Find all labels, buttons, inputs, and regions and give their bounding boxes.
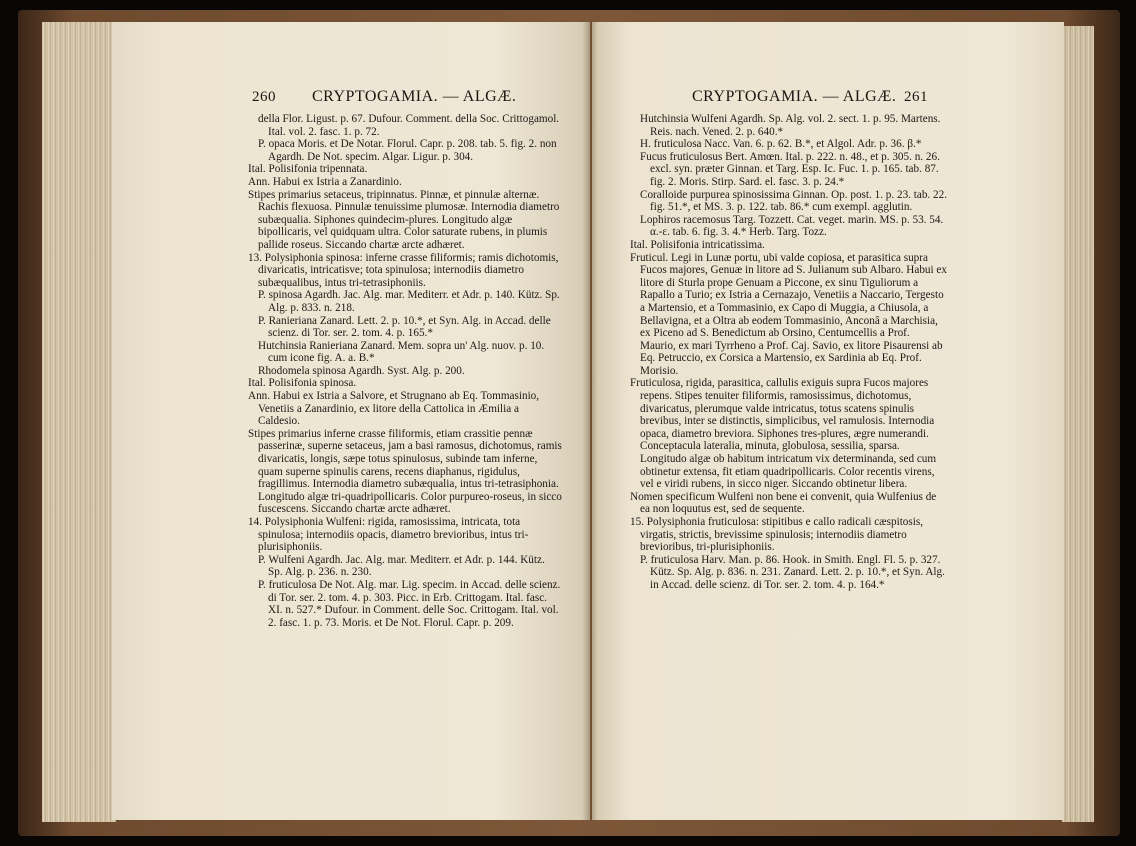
- text-paragraph: P. Ranieriana Zanard. Lett. 2. p. 10.*, et Syn. Alg. in Accad. delle scienz. di Tor. ser. 2. tom. 4. p. 165.*: [258, 314, 551, 340]
- text-paragraph: P. opaca Moris. et De Notar. Florul. Capr. p. 208. tab. 5. fig. 2. non Agardh. De Not. specim. Algar. Ligur. p. 304.: [258, 138, 557, 163]
- text-paragraph: Ital. Polisifonia spinosa.: [248, 377, 357, 390]
- text-paragraph: Fruticulosa, rigida, parasitica, callulis exiguis supra Fucos majores repens. Stipes tenuiter filiformis, ramosissimus, dichotomus, divaricatus, plerumque valde intricatus, totus scatens spinulis brevibus, inter se distinctis, simplicibus, vel ramulosis. Internodia opaca, diametro breviora. Siphones tres-plures, ægre numerandi. Conceptacula lateralia, minuta, globulosa, sessilia, sparsa. Longitudo algæ ob habitum intricatum vix determinanda, sed cum obtinetur extensa, fit etiam quadripollicaris. Color recentis virens, vel e viridi rubens, in sicco niger. Siccando obtinetur libera.: [630, 377, 937, 491]
- text-paragraph: P. fruticulosa Harv. Man. p. 86. Hook. in Smith. Engl. Fl. 5. p. 327. Kütz. Sp. Alg. p. 836. n. 231. Zanard. Lett. 2. p. 10.*, et Syn. Alg. in Accad. delle scienz. di Tor. ser. 2. tom. 4. p. 164.*: [640, 553, 945, 591]
- right-running-head: CRYPTOGAMIA. — ALGÆ.: [692, 88, 897, 105]
- book-gutter: [582, 22, 598, 820]
- text-paragraph: della Flor. Ligust. p. 67. Dufour. Comment. della Soc. Crittogamol. Ital. vol. 2. fasc. 1. p. 72.: [258, 113, 560, 138]
- text-paragraph: Lophiros racemosus Targ. Tozzett. Cat. veget. marin. MS. p. 53. 54. α.-ε. tab. 6. fig. 3. 4.* Herb. Targ. Tozz.: [640, 213, 944, 239]
- text-paragraph: Hutchinsia Wulfeni Agardh. Sp. Alg. vol. 2. sect. 1. p. 95. Martens. Reis. nach. Vened. 2. p. 640.*: [640, 113, 941, 138]
- text-paragraph: Rhodomela spinosa Agardh. Syst. Alg. p. 200.: [258, 364, 465, 377]
- text-paragraph: Hutchinsia Ranieriana Zanard. Mem. sopra un' Alg. nuov. p. 10. cum icone fig. A. a. B.*: [258, 339, 545, 365]
- text-paragraph: Stipes primarius setaceus, tripinnatus. Pinnæ, et pinnulæ alternæ. Rachis flexuosa. Pinnulæ tenuissime plumosæ. Internodia diametro subæqualia. Siphones quindecim-plures. Longitudo algæ bipollicaris, vel quidquam ultra. Color saturate rubens, in plumis pallide roseus. Siccando chartæ arcte adhæret.: [248, 188, 560, 251]
- left-page-number: 260: [252, 89, 276, 105]
- text-paragraph: Stipes primarius inferne crasse filiformis, etiam crassitie pennæ passerinæ, superne setaceus, jam a basi ramosus, dichotomus, ramis divaricatis, longis, sæpe totus spinulosus, subinde tam inferne, quam superne spinulis carens, recens diaphanus, rigidulus, fragillimus. Internodia diametro subæqualia, intus tri-tetrasiphonia. Longitudo algæ tri-quadripollicaris. Color purpureo-roseus, in sicco fuscescens. Siccando chartæ arcte adhæret.: [248, 427, 562, 516]
- text-paragraph: P. Wulfeni Agardh. Jac. Alg. mar. Mediterr. et Adr. p. 144. Kütz. Sp. Alg. p. 236. n. 230.: [258, 553, 545, 579]
- text-paragraph: 13. Polysiphonia spinosa: inferne crasse filiformis; ramis dichotomis, divaricatis, intricatisve; tota spinulosa; internodiis diametro subæqualibus, intus tri-tetrasiphoniis.: [248, 251, 559, 289]
- text-paragraph: Fucus fruticulosus Bert. Amœn. Ital. p. 222. n. 48., et p. 305. n. 26. excl. syn. præter Ginnan. et Targ. Esp. Ic. Fuc. 1. p. 165. tab. 87. fig. 2. Moris. Stirp. Sard. el. fasc. 3. p. 24.*: [640, 150, 940, 188]
- text-paragraph: 14. Polysiphonia Wulfeni: rigida, ramosissima, intricata, tota spinulosa; internodiis opacis, diametro brevioribus, intus tri-plurisiphoniis.: [248, 516, 529, 554]
- left-running-head: CRYPTOGAMIA. — ALGÆ.: [312, 88, 517, 105]
- text-paragraph: H. fruticulosa Nacc. Van. 6. p. 62. B.*, et Algol. Adr. p. 36. β.*: [640, 138, 922, 151]
- text-paragraph: 15. Polysiphonia fruticulosa: stipitibus e callo radicali cæspitosis, virgatis, strictis, brevissime spinulosis; internodiis diametro brevioribus, tri-plurisiphoniis.: [630, 516, 924, 554]
- right-page-number: 261: [904, 89, 928, 105]
- text-paragraph: Nomen specificum Wulfeni non bene ei convenit, quia Wulfenius de ea non loquutus est, sed de sequente.: [630, 490, 937, 516]
- text-paragraph: Ann. Habui ex Istria a Salvore, et Strugnano ab Eq. Tommasinio, Venetiis a Zanardinio, ex litore della Cattolica in Æmilia a Caldesio.: [248, 390, 540, 428]
- left-page-edges: [42, 22, 116, 822]
- text-paragraph: Ital. Polisifonia intricatissima.: [630, 238, 765, 251]
- text-paragraph: P. spinosa Agardh. Jac. Alg. mar. Mediterr. et Adr. p. 140. Kütz. Sp. Alg. p. 833. n. 218.: [258, 289, 560, 314]
- text-paragraph: Fruticul. Legi in Lunæ portu, ubi valde copiosa, et parasitica supra Fucos majores, Genuæ in litore ad S. Julianum sub Albaro. Habui ex litore di Sturla prope Genuam a Piccone, ex sinu Tiguliorum a Rapallo a Turio; ex Istria a Cernazajo, Venetiis a Naccario, Tergesto a Martensio, et a Tommasinio, ex Capo di Muggia, a Chiusola, a Bellavigna, et a Oltra ab eodem Tommasinio, Anconâ a Marchisia, ex Piceno ad S. Benedictum ab Orsino, Centumcellis a Prof. Maurio, ex mari Tyrrheno a Prof. Caj. Savio, ex litore Pisaurensi ab Eq. Petruccio, ex Corsica a Martensio, ex Sardinia ab Eq. Prof. Morisio.: [630, 251, 947, 377]
- right-page-body: [630, 113, 948, 592]
- text-paragraph: Ann. Habui ex Istria a Zanardinio.: [248, 175, 402, 188]
- text-paragraph: Coralloide purpurea spinosissima Ginnan. Op. post. 1. p. 23. tab. 22. fig. 51.*, et MS. 3. p. 122. tab. 86.* cum exempl. agglutin.: [640, 188, 948, 214]
- text-paragraph: Ital. Polisifonia tripennata.: [248, 163, 368, 176]
- left-page-body: [248, 113, 562, 629]
- text-paragraph: P. fruticulosa De Not. Alg. mar. Lig. specim. in Accad. delle scienz. di Tor. ser. 2. tom. 4. p. 303. Picc. in Erb. Crittogam. Ital. fasc. XI. n. 527.* Dufour. in Comment. delle Soc. Crittogam. Ital. vol. 2. fasc. 1. p. 73. Moris. et De Not. Florul. Capr. p. 209.: [258, 578, 561, 629]
- right-page-edges: [1062, 26, 1094, 822]
